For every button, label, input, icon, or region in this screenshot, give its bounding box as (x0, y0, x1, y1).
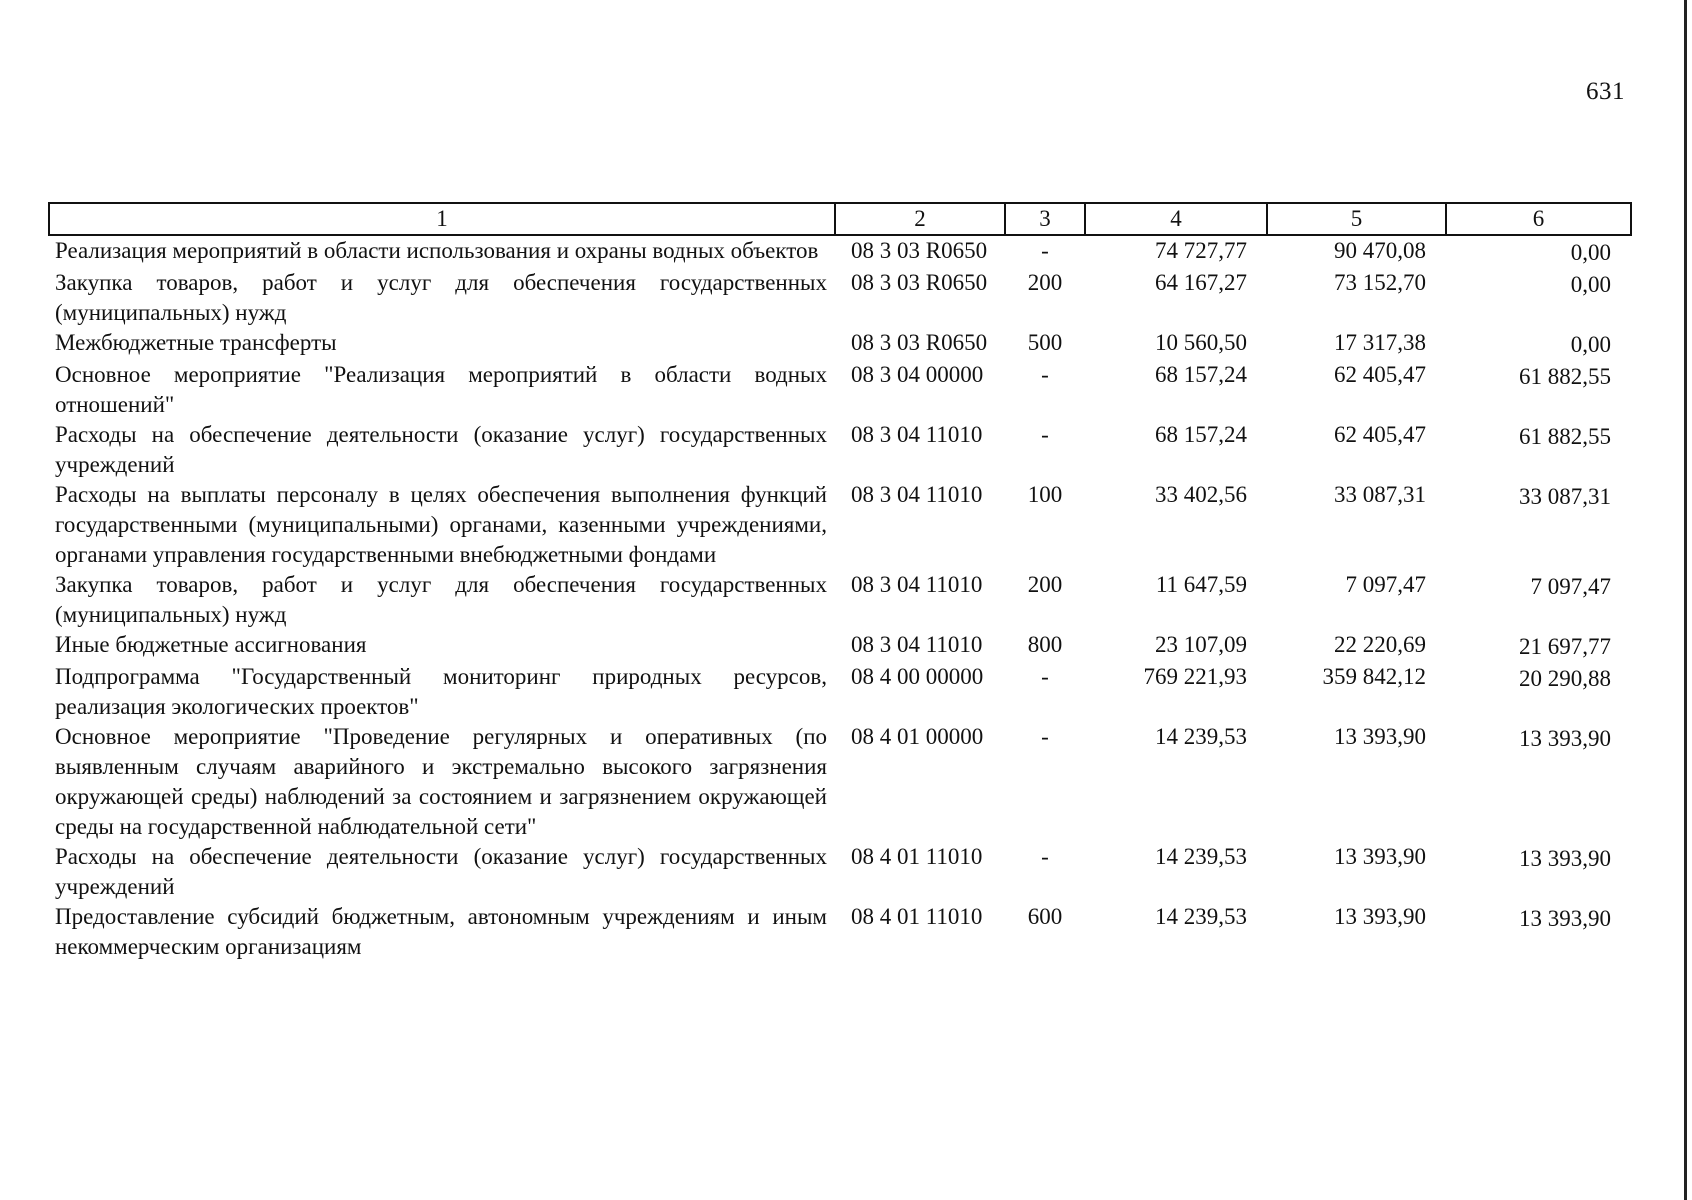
row-code: 08 3 04 11010 (851, 572, 983, 597)
row-amount-3: 33 087,31 (1519, 484, 1611, 509)
row-amount-3: 0,00 (1570, 332, 1611, 357)
row-amount-3: 61 882,55 (1519, 364, 1611, 389)
table-row (49, 268, 1631, 328)
table-row (49, 480, 1631, 570)
row-code: 08 3 03 R0650 (851, 270, 988, 295)
row-amount-2: 62 405,47 (1334, 422, 1426, 447)
row-name: Реализация мероприятий в области использования и охраны водных объектов (55, 238, 819, 263)
row-amount-2: 22 220,69 (1334, 632, 1426, 657)
row-amount-1: 14 239,53 (1155, 724, 1247, 749)
row-code: 08 3 03 R0650 (851, 238, 988, 263)
row-amount-2: 359 842,12 (1322, 664, 1426, 689)
row-amount-1: 23 107,09 (1155, 632, 1247, 657)
column-header-5: 5 (1267, 203, 1446, 235)
row-amount-1: 68 157,24 (1155, 362, 1247, 387)
table-row (49, 662, 1631, 722)
row-name: Расходы на обеспечение деятельности (оказание услуг) государственных учреждений (55, 422, 827, 477)
row-name: Расходы на обеспечение деятельности (оказание услуг) государственных учреждений (55, 844, 827, 899)
row-amount-2: 13 393,90 (1334, 724, 1426, 749)
table-header-row (49, 203, 1631, 235)
row-expense-type: 200 (1027, 572, 1063, 597)
row-name: Предоставление субсидий бюджетным, автономным учреждениям и иным некоммерческим организациям (55, 904, 827, 959)
row-expense-type: - (1041, 844, 1049, 869)
row-name: Закупка товаров, работ и услуг для обеспечения государственных (муниципальных) нужд (55, 572, 827, 627)
row-expense-type: 100 (1027, 482, 1063, 507)
row-expense-type: 800 (1027, 632, 1063, 657)
column-header-1: 1 (49, 203, 835, 235)
row-amount-2: 13 393,90 (1334, 844, 1426, 869)
row-code: 08 4 01 11010 (851, 904, 983, 929)
row-amount-1: 769 221,93 (1143, 664, 1247, 689)
row-amount-1: 14 239,53 (1155, 904, 1247, 929)
row-code: 08 3 04 11010 (851, 482, 983, 507)
row-amount-3: 0,00 (1570, 240, 1611, 265)
row-amount-2: 33 087,31 (1334, 482, 1426, 507)
table-row (49, 235, 1631, 268)
row-amount-1: 14 239,53 (1155, 844, 1247, 869)
table-row (49, 420, 1631, 480)
row-code: 08 3 04 11010 (851, 422, 983, 447)
row-name: Основное мероприятие "Реализация мероприятий в области водных отношений" (55, 362, 827, 417)
row-expense-type: - (1041, 362, 1049, 387)
row-code: 08 3 04 11010 (851, 632, 983, 657)
table-row (49, 722, 1631, 842)
row-expense-type: 500 (1027, 330, 1063, 355)
row-amount-1: 11 647,59 (1155, 572, 1247, 597)
table-row (49, 570, 1631, 630)
column-header-2: 2 (835, 203, 1005, 235)
row-amount-1: 64 167,27 (1155, 270, 1247, 295)
table-row (49, 360, 1631, 420)
row-amount-2: 73 152,70 (1334, 270, 1426, 295)
row-code: 08 4 01 11010 (851, 844, 983, 869)
row-amount-3: 13 393,90 (1519, 726, 1611, 751)
table-row (49, 842, 1631, 902)
row-amount-3: 20 290,88 (1519, 666, 1611, 691)
table-row (49, 630, 1631, 662)
column-header-4: 4 (1085, 203, 1267, 235)
row-expense-type: - (1041, 238, 1049, 263)
row-amount-1: 74 727,77 (1155, 238, 1247, 263)
row-code: 08 4 00 00000 (851, 664, 984, 689)
budget-table (48, 202, 1632, 962)
column-header-6: 6 (1446, 203, 1631, 235)
row-code: 08 3 03 R0650 (851, 330, 988, 355)
row-amount-2: 17 317,38 (1334, 330, 1426, 355)
row-amount-3: 61 882,55 (1519, 424, 1611, 449)
row-amount-3: 21 697,77 (1519, 634, 1611, 659)
row-expense-type: 600 (1027, 904, 1063, 929)
row-expense-type: - (1041, 422, 1049, 447)
row-name: Расходы на выплаты персоналу в целях обеспечения выполнения функций государственными (муниципальными) органами, казенными учреждениями, органами управления государственными внебюджетными фондами (55, 482, 827, 567)
row-code: 08 3 04 00000 (851, 362, 984, 387)
row-name: Закупка товаров, работ и услуг для обеспечения государственных (муниципальных) нужд (55, 270, 827, 325)
row-amount-2: 13 393,90 (1334, 904, 1426, 929)
row-amount-3: 0,00 (1570, 272, 1611, 297)
row-name: Иные бюджетные ассигнования (55, 632, 367, 657)
row-amount-1: 10 560,50 (1155, 330, 1247, 355)
row-amount-1: 68 157,24 (1155, 422, 1247, 447)
row-amount-3: 13 393,90 (1519, 906, 1611, 931)
row-amount-2: 62 405,47 (1334, 362, 1426, 387)
column-header-3: 3 (1005, 203, 1085, 235)
scan-edge-line (1684, 0, 1687, 1200)
row-amount-3: 7 097,47 (1530, 574, 1611, 599)
row-name: Основное мероприятие "Проведение регулярных и оперативных (по выявленным случаям аварийного и экстремально высокого загрязнения окружающей среды) наблюдений за состоянием и загрязнением окружающей среды на государственной наблюдательной сети" (55, 724, 827, 839)
row-expense-type: - (1041, 664, 1049, 689)
page-number: 631 (1586, 78, 1625, 105)
row-amount-1: 33 402,56 (1155, 482, 1247, 507)
row-amount-2: 90 470,08 (1334, 238, 1426, 263)
table-row (49, 328, 1631, 360)
row-expense-type: 200 (1027, 270, 1063, 295)
row-name: Межбюджетные трансферты (55, 330, 337, 355)
row-amount-3: 13 393,90 (1519, 846, 1611, 871)
row-code: 08 4 01 00000 (851, 724, 984, 749)
row-expense-type: - (1041, 724, 1049, 749)
row-name: Подпрограмма "Государственный мониторинг природных ресурсов, реализация экологических проектов" (55, 664, 827, 719)
row-amount-2: 7 097,47 (1345, 572, 1426, 597)
table-row (49, 902, 1631, 962)
